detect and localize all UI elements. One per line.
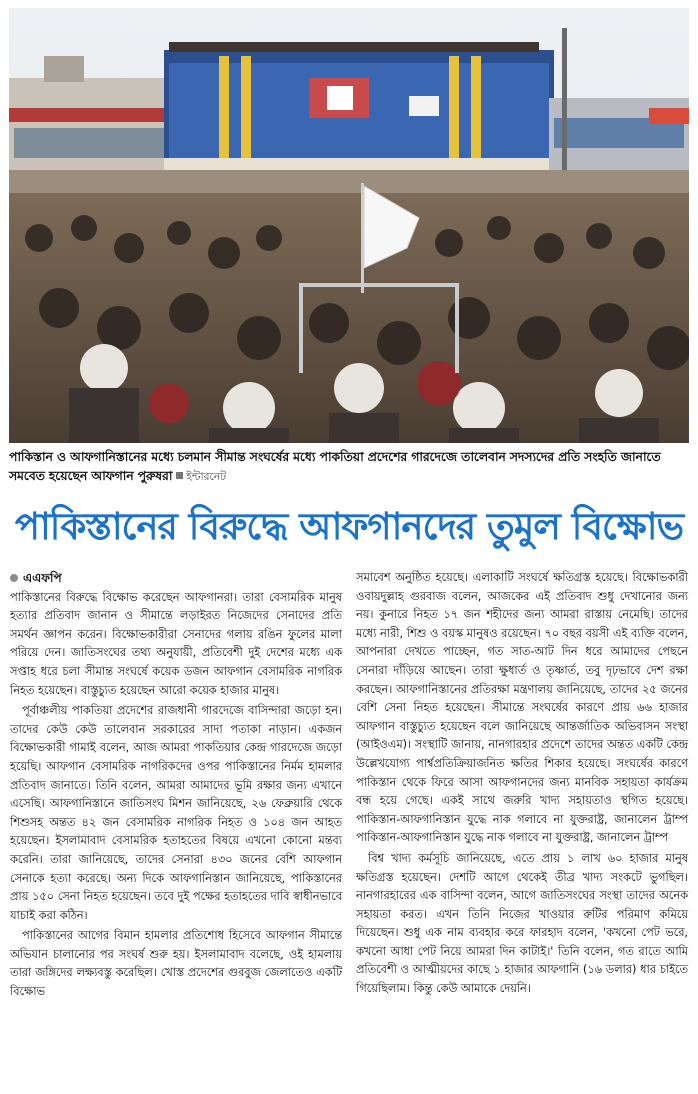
photo-credit: ইন্টারনেট (186, 470, 226, 483)
article-body (10, 569, 688, 1089)
paragraph: সমাবেশ অনুষ্ঠিত হয়েছে। এলাকাটি সংঘর্ষে ক্ষতিগ্রস্ত হয়েছে। বিক্ষোভকারী ওবায়দুল্লাহ গুরবাজ বলেন, আজকের এই প্রতিবাদ শুধু দেখানোর জন্য নয়। কুনারে নিহত ১৭ জন শহীদের জন্য আমরা রাস্তায় নেমেছি। তাদের মধ্যে নারী, শিশু ও বয়স্ক মানুষও রয়েছেন। ৭০ বছর বয়সী এই ব্যক্তি বলেন, আপনারা দেখতে পাচ্ছেন, গত সাত-আট দিন ধরে আমাদের পেছনে সেনারা দাঁড়িয়ে আছেন। তারা ক্ষুধার্ত ও তৃষ্ণার্ত, তবু দৃঢ়ভাবে দেশ রক্ষা করছেন। আফগানিস্তানের প্রতিরক্ষা মন্ত্রণালয় জানিয়েছে, তাদের ২৫ জনের বেশি সেনা নিহত হয়েছেন। সীমান্তে সংঘর্ষের কারণে প্রায় ৬৬ হাজার আফগান বাস্তুচ্যুত হয়েছেন বলে জানিয়েছে আন্তর্জাতিক অভিবাসন সংস্থা (আইওএম)। সংস্থাটি জানায়, নানগারহার প্রদেশে তাদের অন্তত একটি কেন্দ্র উল্লেখযোগ্য পার্শ্বপ্রতিক্রিয়াজনিত ক্ষতির শিকার হয়েছে। সংঘর্ষের কারণে পাকিস্তান থেকে ফিরে আসা আফগানদের জন্য মানবিক সহায়তা কার্যক্রম বন্ধ হয়ে গেছে। একই সাথে জরুরি খাদ্য সহায়তাও স্থগিত হয়েছে। পাকিস্তান-আফগানিস্তান যুদ্ধে নাক গলাবে না যুক্তরাষ্ট্র, জানালেন ট্রাম্প পাকিস্তান-আফগানিস্তান যুদ্ধে নাক গলাবে না যুক্তরাষ্ট্র, জানালেন ট্রাম্প (356, 571, 688, 845)
caption-text: পাকিস্তান ও আফগানিস্তানের মধ্যে চলমান সীমান্ত সংঘর্ষের মধ্যে পাকতিয়া প্রদেশের গারদেজে তালেবান সদস্যদের প্রতি সংহতি জানাতে সমবেত হয়েছেন আফগান পুরুষরা (9, 449, 661, 483)
paragraph: পাকিস্তানের আগের বিমান হামলার প্রতিশোধ হিসেবে আফগান সীমান্তে অভিযান চালানোর পর সংঘর্ষ শুরু হয়। ইসলামাবাদ বলেছে, ওই হামলায় তারা জঙ্গিদের লক্ষ্যবস্তু করেছিল। খোস্ত প্রদেশের গুরবুজ জেলাতেও একটি বিক্ষোভ (10, 929, 342, 999)
article-column-right (356, 569, 688, 1089)
byline-source: এএফপি (23, 571, 62, 585)
byline-bullet-icon (10, 574, 18, 582)
paragraph: পূর্বাঞ্চলীয় পাকতিয়া প্রদেশের রাজধানী গারদেজে বাসিন্দারা জড়ো হন। তাদের কেউ কেউ তালেবান সরকারের সাদা পতাকা নাড়ান। একজন বিক্ষোভকারী গামাই বলেন, আজ আমরা পাকতিয়ার কেন্দ্র গারদেজে জড়ো হয়েছি। আফগান বেসামরিক নাগরিকদের ওপর পাকিস্তানের নির্মম হামলার প্রতিবাদ জানাতে। তিনি বলেন, আমরা আমাদের ভূমি রক্ষার জন্য এখানে এসেছি। আফগানিস্তানে জাতিসংঘ মিশন জানিয়েছে, ২৬ ফেব্রুয়ারি থেকে শিশুসহ অন্তত ৪২ জন বেসামরিক নাগরিক নিহত ও ১০৪ জন আহত হয়েছেন। ইসলামাবাদ বেসামরিক হতাহতের বিষয়ে এখনো কোনো মন্তব্য করেনি। তারা জানিয়েছে, তাদের সেনারা ৪৩০ জনের বেশি আফগান সেনাকে হত্যা করেছে। অন্য দিকে আফগানিস্তান জানিয়েছে, পাকিস্তানের প্রায় ১৫০ সেনা নিহত হয়েছেন। তবে দুই পক্ষের হতাহতের দাবি স্বাধীনভাবে যাচাই করা কঠিন। (10, 704, 342, 922)
photo-caption (9, 447, 689, 486)
byline (10, 569, 342, 588)
article-column-left (10, 569, 342, 1089)
headline: পাকিস্তানের বিরুদ্ধে আফগানদের তুমুল বিক্ষোভ (14, 505, 684, 548)
paragraph: বিশ্ব খাদ্য কর্মসূচি জানিয়েছে, এতে প্রায় ১ লাখ ৬০ হাজার মানুষ ক্ষতিগ্রস্ত হয়েছেন। দেশটি আগে থেকেই তীব্র খাদ্য সংকটে ভুগছিল। নানগারহারের এক বাসিন্দা বলেন, আগে জাতিসংঘের সংস্থা তাদের অনেক সহায়তা করত। এখন তিনি নিজের খাওয়ার রুটির পরিমাণ কমিয়ে দিয়েছেন। শুধু এক নাম ব্যবহার করে ফারহাদ বলেন, 'কখনো পেট ভরে, কখনো আধা পেট নিয়ে আমরা দিন কাটাই।' তিনি বলেন, গত রাতে আমি প্রতিবেশী ও আত্মীয়দের কাছে ১ হাজার আফগানি (১৬ ডলার) ধার চাইতে গিয়েছিলাম। কিন্তু কেউ আমাকে দেয়নি। (356, 851, 688, 996)
paragraph: পাকিস্তানের বিরুদ্ধে বিক্ষোভ করেছেন আফগানরা। তারা বেসামরিক মানুষ হত্যার প্রতিবাদ জানান ও সীমান্তে লড়াইরত নিজেদের সেনাদের প্রতি সমর্থন জ্ঞাপন করেন। বিক্ষোভকারীরা সেনাদের গলায় রঙিন ফুলের মালা পরিয়ে দেন। জাতিসংঘের তথ্য অনুযায়ী, প্রতিবেশী দুই দেশের মধ্যে এক সপ্তাহ ধরে চলা সীমান্ত সংঘর্ষে কয়েক ডজন আফগান বেসামরিক নাগরিক নিহত হয়েছেন। বাস্তুচ্যুত হয়েছেন আরো কয়েক হাজার মানুষ। (10, 590, 342, 697)
crowd-photo-illustration (9, 8, 689, 443)
protest-photo (9, 8, 689, 443)
credit-square-icon (176, 472, 183, 479)
